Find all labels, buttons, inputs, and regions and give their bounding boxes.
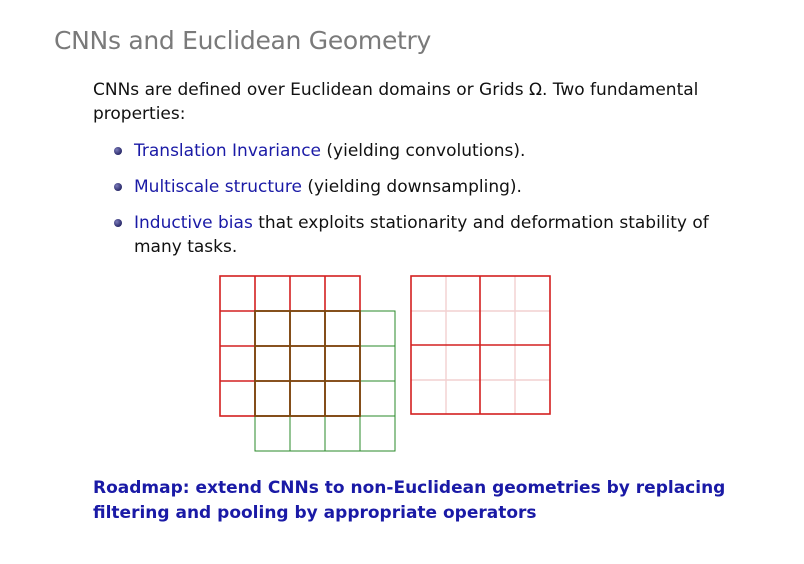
intro-text: CNNs are defined over Euclidean domains or Grids Ω. Two fundamental properties: [93,80,699,124]
grid-illustration [210,266,560,456]
slide-title: CNNs and Euclidean Geometry [54,26,432,55]
bullet-highlight: Multiscale structure [134,177,302,197]
bullet-icon [114,219,122,227]
bullet-item [114,175,714,199]
overlap-grid [255,311,360,416]
bullet-item [114,139,714,163]
bullet-list [114,139,714,271]
bullet-highlight: Translation Invariance [134,141,322,161]
coarse-grid [411,276,550,414]
bullet-icon [114,183,122,191]
bullet-icon [114,147,122,155]
bullet-text: (yielding convolutions). [321,141,526,161]
bullet-item [114,211,714,259]
bullet-text: (yielding downsampling). [301,177,522,197]
roadmap-text: Roadmap: extend CNNs to non-Euclidean geometries by replacing filtering and pooling by appropriate operators [93,478,726,523]
bullet-highlight: Inductive bias [134,213,253,233]
bullet-text: that exploits stationarity and deformation stability of many tasks. [134,213,709,257]
